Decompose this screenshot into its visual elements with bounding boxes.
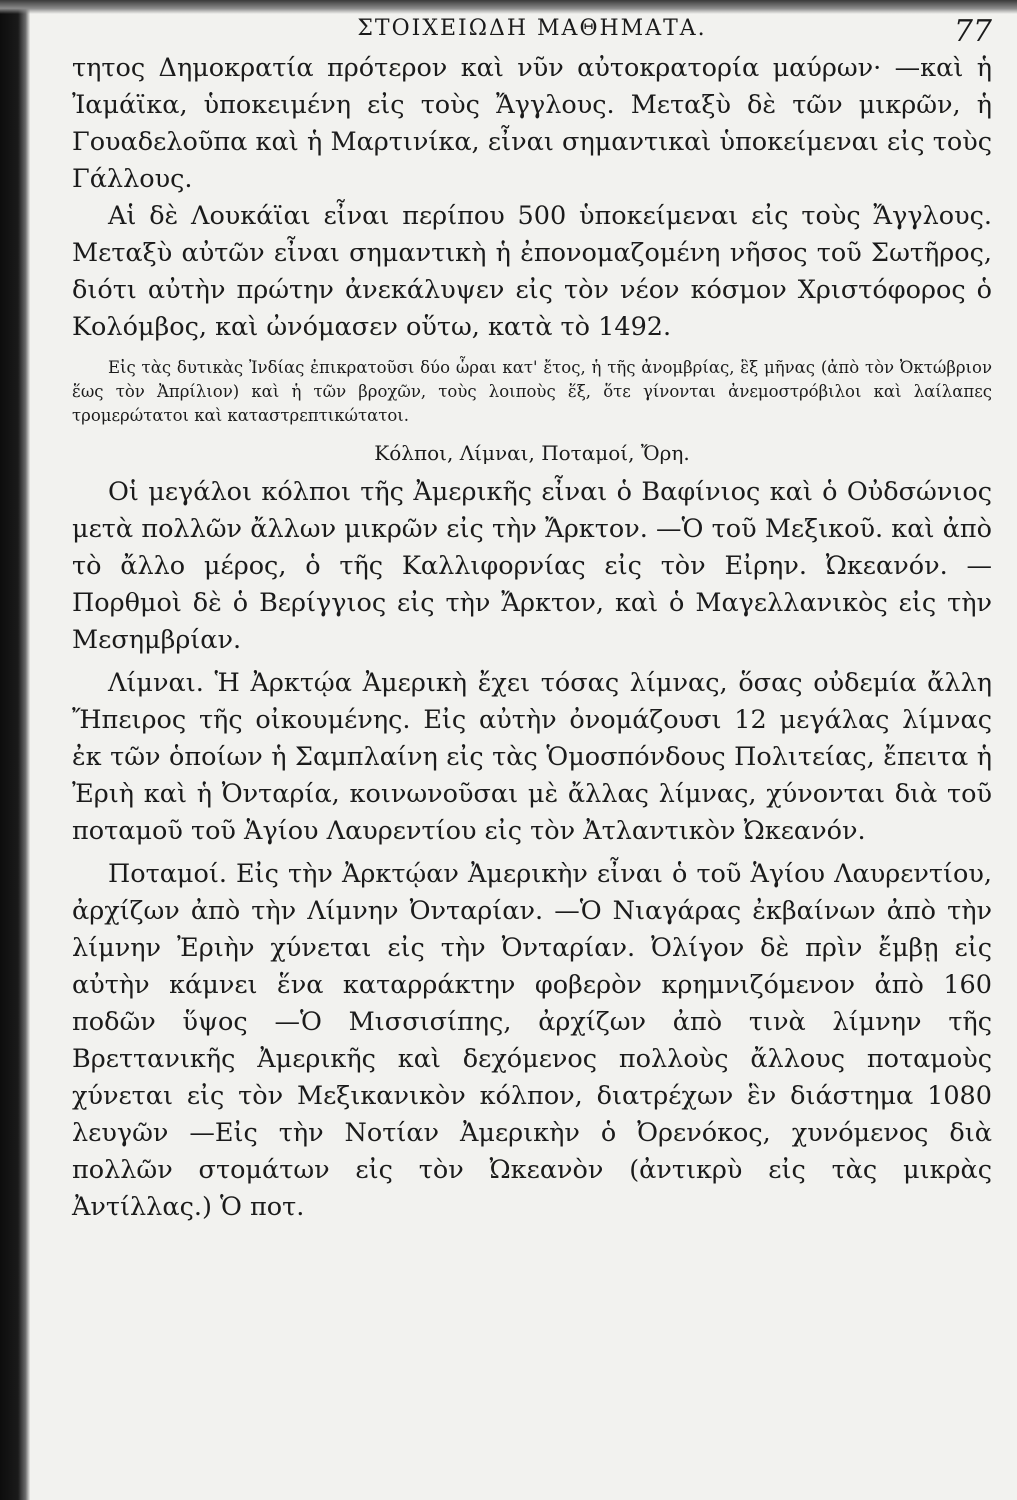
scan-shadow-left — [0, 0, 30, 1500]
paragraph-lucayan-islands: Αἱ δὲ Λουκάϊαι εἶναι περίπου 500 ὑποκείμεναι εἰς τοὺς Ἄγγλους. Μεταξὺ αὐτῶν εἶναι σημαντικὴ ἡ ἐπονομαζομένη νῆσος τοῦ Σωτῆρος, διότι αὐτὴν πρώτην ἀνεκάλυψεν εἰς τὸν νέον κόσμον Χριστόφορος ὁ Κολόμβος, καὶ ὠνόμασεν οὕτω, κατὰ τὸ 1492. — [72, 201, 992, 342]
section-heading: Κόλποι, Λίμναι, Ποταμοί, Ὄρη. — [374, 441, 690, 465]
paragraph-islands-continued: τητος Δημοκρατία πρότερον καὶ νῦν αὐτοκρατορία μαύρων· —καὶ ἡ Ἰαμάϊκα, ὑποκειμένη εἰς τοὺς Ἄγγλους. Μεταξὺ δὲ τῶν μικρῶν, ἡ Γουαδελοῦπα καὶ ἡ Μαρτινίκα, εἶναι σημαντικαὶ ὑποκείμεναι εἰς τοὺς Γάλλους. — [72, 53, 992, 194]
running-title: ΣΤΟΙΧΕΙΩΔΗ ΜΑΘΗΜΑΤΑ. — [357, 16, 707, 41]
page-number: 77 — [953, 14, 992, 49]
running-head — [72, 8, 992, 50]
paragraph-gulfs: Οἱ μεγάλοι κόλποι τῆς Ἀμερικῆς εἶναι ὁ Βαφίνιος καὶ ὁ Οὐδσώνιος μετὰ πολλῶν ἄλλων μικρῶν εἰς τὴν Ἄρκτον. —Ὁ τοῦ Μεξικοῦ. καὶ ἀπὸ τὸ ἄλλο μέρος, ὁ τῆς Καλλιφορνίας εἰς τὸν Εἰρην. Ὠκεανόν. — Πορθμοὶ δὲ ὁ Βερίγγιος εἰς τὴν Ἄρκτον, καὶ ὁ Μαγελλανικὸς εἰς τὴν Μεσημβρίαν. — [72, 477, 992, 655]
book-page — [72, 8, 992, 1488]
paragraph-rivers: Ποταμοί. Εἰς τὴν Ἀρκτῴαν Ἀμερικὴν εἶναι ὁ τοῦ Ἁγίου Λαυρεντίου, ἀρχίζων ἀπὸ τὴν Λίμνην Ὀνταρίαν. —Ὁ Νιαγάρας ἐκβαίνων ἀπὸ τὴν λίμνην Ἐριὴν χύνεται εἰς τὴν Ὀνταρίαν. Ὀλίγον δὲ πρὶν ἔμβῃ εἰς αὐτὴν κάμνει ἕνα καταρράκτην φοβερὸν κρημνιζόμενον ἀπὸ 160 ποδῶν ὕψος —Ὁ Μισσισίπης, ἀρχίζων ἀπὸ τινὰ λίμνην τῆς Βρεττανικῆς Ἀμερικῆς καὶ δεχόμενος πολλοὺς ἄλλους ποταμοὺς χύνεται εἰς τὸν Μεξικανικὸν κόλπον, διατρέχων ἓν διάστημα 1080 λευγῶν —Εἰς τὴν Νοτίαν Ἀμερικὴν ὁ Ὀρενόκος, χυνόμενος διὰ πολλῶν στομάτων εἰς τὸν Ὠκεανὸν (ἀντικρὺ εἰς τὰς μικρὰς Ἀντίλλας.) Ὁ ποτ. — [72, 859, 992, 1222]
paragraph-lakes: Λίμναι. Ἡ Ἀρκτῴα Ἀμερικὴ ἔχει τόσας λίμνας, ὅσας οὐδεμία ἄλλη Ἤπειρος τῆς οἰκουμένης. Εἰς αὐτὴν ὀνομάζουσι 12 μεγάλας λίμνας ἐκ τῶν ὁποίων ἡ Σαμπλαίνη εἰς τὰς Ὁμοσπόνδους Πολιτείας, ἔπειτα ἡ Ἐριὴ καὶ ἡ Ὀνταρία, κοινωνοῦσαι μὲ ἄλλας λίμνας, χύνονται διὰ τοῦ ποταμοῦ τοῦ Ἁγίου Λαυρεντίου εἰς τὸν Ἀτλαντικὸν Ὠκεανόν. — [72, 668, 992, 846]
footnote-west-indies-seasons: Εἰς τὰς δυτικὰς Ἰνδίας ἐπικρατοῦσι δύο ὧραι κατ' ἔτος, ἡ τῆς ἀνομβρίας, ἓξ μῆνας (ἀπὸ τὸν Ὀκτώβριον ἕως τὸν Ἀπρίλιον) καὶ ἡ τῶν βροχῶν, τοὺς λοιποὺς ἕξ, ὅτε γίνονται ἀνεμοστρόβιλοι καὶ λαίλαπες τρομερώτατοι καὶ καταστρεπτικώτατοι. — [72, 358, 992, 425]
